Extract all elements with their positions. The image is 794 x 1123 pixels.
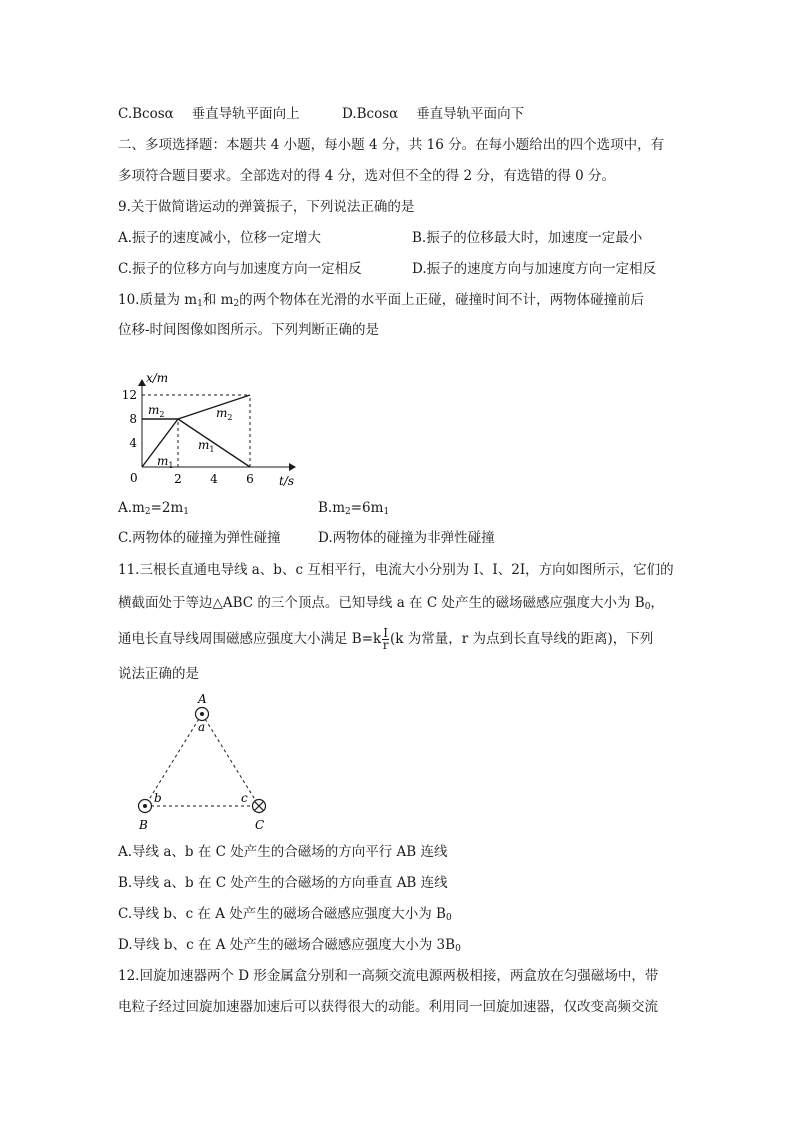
q11-option-a: A.导线 a、b 在 C 处产生的合磁场的方向平行 AB 连线: [118, 844, 448, 860]
q11-option-b: B.导线 a、b 在 C 处产生的合磁场的方向垂直 AB 连线: [118, 875, 448, 891]
q9-option-b: B.振子的位移最大时，加速度一定最小: [412, 230, 643, 246]
wire-a-out-of-page-icon: [196, 708, 209, 721]
x-tick-label: 2: [174, 472, 182, 486]
section2-instructions-line1: 二、多项选择题：本题共 4 小题，每小题 4 分，共 16 分。在每小题给出的四个选项中，有: [118, 137, 665, 153]
q10-stem-line2: 位移-时间图像如图所示。下列判断正确的是: [118, 322, 380, 338]
q11-option-d: D.导线 b、c 在 A 处产生的磁场合磁感应强度大小为 $3B_0$: [118, 937, 461, 954]
section2-instructions-line2: 多项符合题目要求。全部选对的得 4 分，选对但不全的得 2 分，有选错的得 0 分。: [118, 168, 616, 184]
wire-label-b: b: [154, 791, 162, 805]
q11-option-c: C.导线 b、c 在 A 处产生的磁场合磁感应强度大小为 $B_0$: [118, 906, 452, 923]
triangle-wire-figure: [128, 688, 278, 836]
series-label-m1-before: $m_1$: [157, 454, 174, 470]
q12-stem-line1: 12.回旋加速器两个 D 形金属盒分别和一高频交流电源两极相接，两盒放在匀强磁场中，带: [118, 968, 659, 984]
series-m2-after: [178, 395, 250, 419]
x-axis-label: t/s: [279, 474, 295, 488]
edge-ac: [202, 714, 259, 806]
vertex-label-c: C: [255, 818, 265, 832]
y-tick-label: 8: [129, 412, 137, 426]
q9-option-d: D.振子的速度方向与加速度方向一定相反: [412, 261, 657, 277]
q12-stem-line2: 电粒子经过回旋加速器加速后可以获得很大的动能。利用同一回旋加速器，仅改变高频交流: [118, 999, 658, 1015]
series-m1-after: [178, 419, 250, 467]
q9-option-c: C.振子的位移方向与加速度方向一定相反: [118, 261, 362, 277]
q11-stem-line1: 11.三根长直通电导线 a、b、c 互相平行，电流大小分别为 I、I、2I，方向如图所示，它们的: [118, 562, 674, 578]
wire-label-c: c: [241, 791, 248, 805]
series-label-m1-after: $m_1$: [198, 438, 215, 454]
q10-stem-line1: 10.质量为 $m_1$和 $m_2$的两个物体在光滑的水平面上正碰，碰撞时间不计，两物体碰撞前后: [118, 292, 645, 309]
position-time-chart: [110, 345, 310, 490]
q10-option-d: D.两物体的碰撞为非弹性碰撞: [318, 530, 495, 546]
series-label-m2-before: $m_2$: [148, 403, 165, 419]
q11-stem-line3: 通电长直导线周围磁感应强度大小满足 B=k $\frac{I}{r}$ (k 为常量，r 为点到长直导线的距离)，下列: [118, 626, 654, 652]
q10-option-b: $B.m_2=6m_1$: [318, 500, 390, 517]
q8-option-c: C.Bcosα 垂直导轨平面向上: [118, 106, 300, 122]
vertex-label-b: B: [139, 818, 148, 832]
y-tick-label: 4: [129, 436, 137, 450]
q10-option-c: C.两物体的碰撞为弹性碰撞: [118, 530, 281, 546]
wire-c-into-page-icon: [253, 800, 266, 813]
wire-label-a: a: [198, 720, 206, 734]
y-axis-label: x/m: [146, 371, 169, 385]
x-tick-label: 4: [210, 472, 218, 486]
formula-fraction: $\frac{I}{r}$: [382, 626, 389, 652]
origin-label: 0: [130, 471, 138, 485]
q10-option-a: $A.m_2=2m_1$: [118, 500, 190, 517]
q11-stem-line4: 说法正确的是: [118, 666, 199, 682]
q9-stem: 9.关于做简谐运动的弹簧振子，下列说法正确的是: [118, 199, 415, 215]
q8-option-d: D.Bcosα 垂直导轨平面向下: [342, 106, 525, 122]
q11-stem-line2: 横截面处于等边△ABC 的三个顶点。已知导线 a 在 C 处产生的磁场磁感应强度大小为 $B_0$，: [118, 595, 664, 612]
y-tick-label: 12: [121, 388, 137, 402]
series-label-m2-after: $m_2$: [216, 406, 233, 422]
x-tick-label: 6: [246, 472, 254, 486]
q9-option-a: A.振子的速度减小，位移一定增大: [118, 230, 322, 246]
wire-b-out-of-page-icon: [139, 800, 152, 813]
vertex-label-a: A: [198, 692, 207, 706]
